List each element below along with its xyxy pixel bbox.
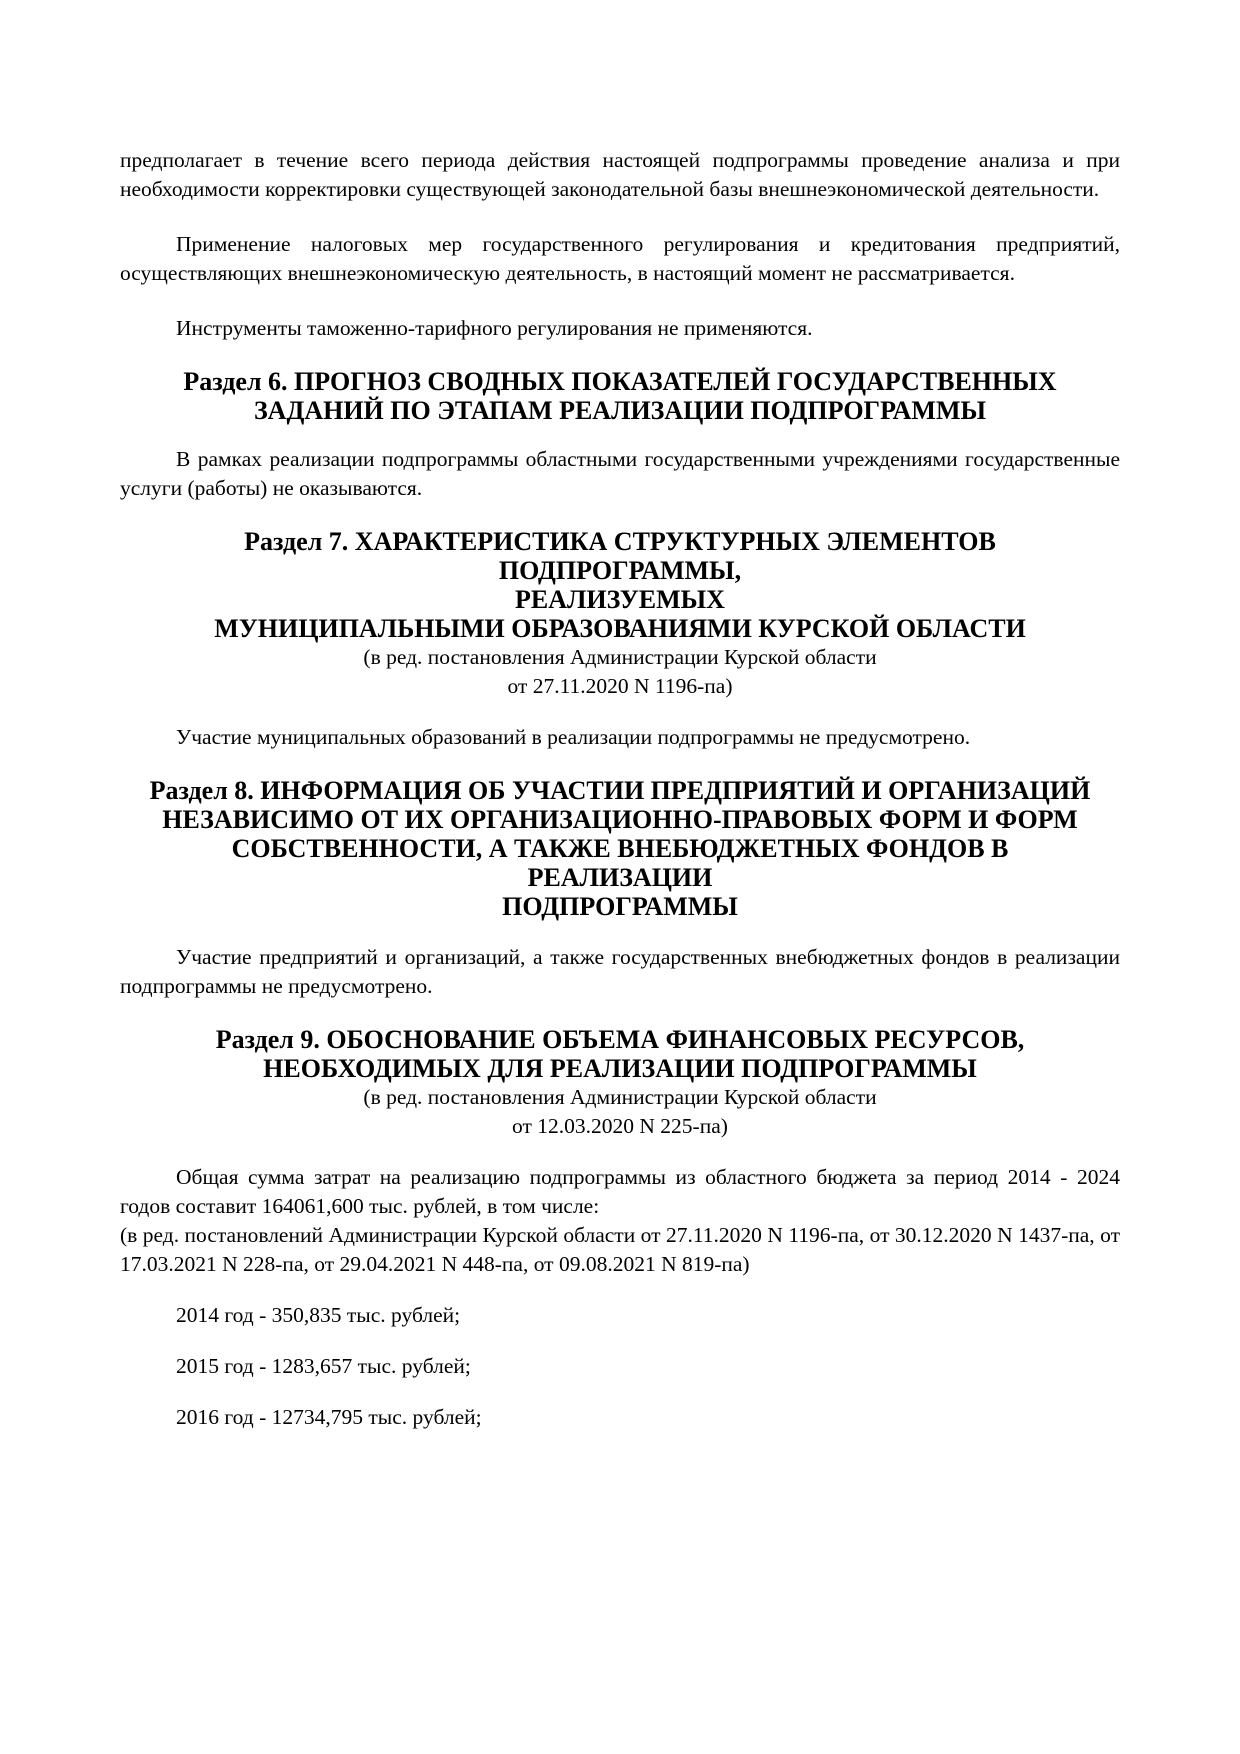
section-7-heading-line: МУНИЦИПАЛЬНЫМИ ОБРАЗОВАНИЯМИ КУРСКОЙ ОБЛАСТИ <box>214 614 1026 643</box>
section-7-edition-note <box>120 643 1120 701</box>
section-6-body: В рамках реализации подпрограммы областными государственными учреждениями государственные услуги (работы) не оказываются. <box>120 447 1120 500</box>
section-9-heading-line: Раздел 9. ОБОСНОВАНИЕ ОБЪЕМА ФИНАНСОВЫХ РЕСУРСОВ, <box>215 1025 1025 1054</box>
section-6-heading <box>120 367 1120 425</box>
section-9-amendment-note: (в ред. постановлений Администрации Курской области от 27.11.2020 N 1196-па, от 30.12.2020 N 1437-па, от 17.03.2021 N 228-па, от 29.04.2021 N 448-па, от 09.08.2021 N 819-па) <box>120 1223 1120 1276</box>
year-amount-line: 2015 год - 1283,657 тыс. рублей; <box>176 1354 471 1378</box>
section-8-heading-line: ПОДПРОГРАММЫ <box>502 892 738 921</box>
section-7-heading-line: ПОДПРОГРАММЫ, <box>498 556 742 585</box>
section-8-heading-line: РЕАЛИЗАЦИИ <box>527 863 713 892</box>
section-8-heading-line: СОБСТВЕННОСТИ, А ТАКЖЕ ВНЕБЮДЖЕТНЫХ ФОНДОВ В <box>231 834 1009 863</box>
intro-paragraph-2: Применение налоговых мер государственного регулирования и кредитования предприятий, осуществляющих внешнеэкономическую деятельность, в настоящий момент не рассматривается. <box>120 232 1120 285</box>
section-8-body: Участие предприятий и организаций, а также государственных внебюджетных фондов в реализации подпрограммы не предусмотрено. <box>120 945 1120 998</box>
year-amount-line: 2016 год - 12734,795 тыс. рублей; <box>176 1405 482 1429</box>
section-9-edition-line: от 12.03.2020 N 225-па) <box>512 1114 728 1138</box>
document-page <box>120 146 1120 1432</box>
intro-paragraph-3: Инструменты таможенно-тарифного регулирования не применяются. <box>176 316 813 340</box>
year-amount-line: 2014 год - 350,835 тыс. рублей; <box>176 1303 461 1327</box>
section-9-heading <box>120 1025 1120 1083</box>
section-7-edition-line: (в ред. постановления Администрации Курской области <box>363 645 877 669</box>
section-6-heading-line: Раздел 6. ПРОГНОЗ СВОДНЫХ ПОКАЗАТЕЛЕЙ ГОСУДАРСТВЕННЫХ <box>183 367 1057 396</box>
section-7-edition-line: от 27.11.2020 N 1196-па) <box>507 674 733 698</box>
section-9-edition-line: (в ред. постановления Администрации Курской области <box>363 1085 877 1109</box>
intro-paragraph-1: предполагает в течение всего периода действия настоящей подпрограммы проведение анализа и при необходимости корректировки существующей законодательной базы внешнеэкономической деятельности. <box>120 148 1120 201</box>
section-6-heading-line: ЗАДАНИЙ ПО ЭТАПАМ РЕАЛИЗАЦИИ ПОДПРОГРАММЫ <box>253 396 987 425</box>
section-7-heading-line: Раздел 7. ХАРАКТЕРИСТИКА СТРУКТУРНЫХ ЭЛЕМЕНТОВ <box>244 527 996 556</box>
section-7-body: Участие муниципальных образований в реализации подпрограммы не предусмотрено. <box>176 725 971 749</box>
section-8-heading-line: НЕЗАВИСИМО ОТ ИХ ОРГАНИЗАЦИОННО-ПРАВОВЫХ ФОРМ И ФОРМ <box>162 805 1078 834</box>
section-8-heading-line: Раздел 8. ИНФОРМАЦИЯ ОБ УЧАСТИИ ПРЕДПРИЯТИЙ И ОРГАНИЗАЦИЙ <box>149 776 1091 805</box>
section-9-heading-line: НЕОБХОДИМЫХ ДЛЯ РЕАЛИЗАЦИИ ПОДПРОГРАММЫ <box>263 1054 977 1083</box>
section-9-edition-note <box>120 1083 1120 1141</box>
section-9-body: Общая сумма затрат на реализацию подпрограммы из областного бюджета за период 2014 - 2024 годов составит 164061,600 тыс. рублей, в том числе: <box>120 1165 1120 1218</box>
section-8-heading <box>120 776 1120 921</box>
section-7-heading <box>120 527 1120 643</box>
section-7-heading-line: РЕАЛИЗУЕМЫХ <box>515 585 725 614</box>
